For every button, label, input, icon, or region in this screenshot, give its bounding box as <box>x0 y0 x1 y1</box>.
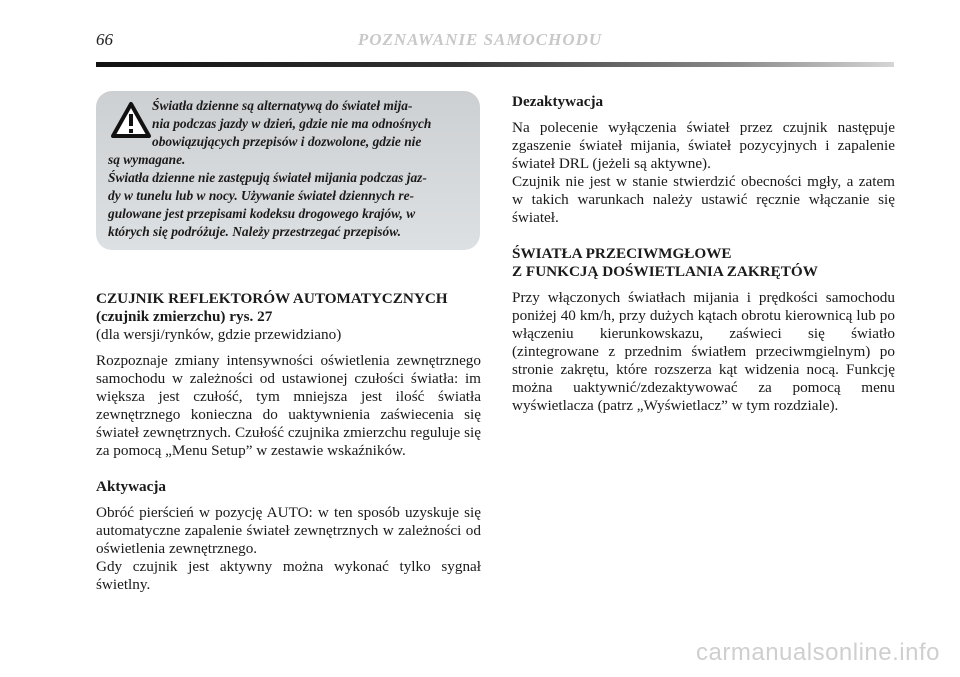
deactivation-paragraph: Czujnik nie jest w stanie stwierdzić obecności mgły, a zatem w takich warunkach należy ustawić ręcznie włączanie się świateł. <box>512 173 895 226</box>
warning-line: obowiązujących przepisów i dozwolone, gdzie nie <box>152 134 422 149</box>
section-heading-cornering-fog-lights: Z FUNKCJĄ DOŚWIETLANIA ZAKRĘTÓW <box>512 263 818 280</box>
right-column <box>512 93 895 415</box>
left-column <box>96 290 481 594</box>
cornering-paragraph: Przy włączonych światłach mijania i prędkości samochodu poniżej 40 km/h, przy dużych kątach obrotu kierownicą lub po włączeniu kierunkowskazu, zaświeci się światło (zintegrowane z przednim światłem przeciwmgielnym) po stronie zakrętu, które rozszerza kąt widzenia nocą. Funkcję można uaktywnić/zdezaktywować za pomocą menu wyświetlacza (patrz „Wyświetlacz” w tym rozdziale). <box>512 289 895 414</box>
activation-heading: Aktywacja <box>96 478 167 495</box>
section-subheading: (czujnik zmierzchu) rys. 27 <box>96 308 273 325</box>
header-rule <box>96 62 894 67</box>
warning-line: Światła dzienne nie zastępują świateł mijania podczas jaz- <box>108 170 427 185</box>
sensor-description-paragraph: Rozpoznaje zmiany intensywności oświetlenia zewnętrznego samochodu w zależności od ustawionej czułości światła: im większa jest czułość, tym mniejsza jest ilość światła zewnętrznego konieczna do uaktywnienia zaświecenia się świateł zewnętrznych. Czułość czujnika zmierzchu reguluje się za pomocą „Menu Setup” w zestawie wskaźników. <box>96 352 481 459</box>
warning-line: dy w tunelu lub w nocy. Używanie świateł dziennych re- <box>108 188 415 203</box>
version-note: (dla wersji/rynków, gdzie przewidziano) <box>96 326 342 343</box>
warning-line: których się podróżuje. Należy przestrzegać przepisów. <box>108 224 401 239</box>
page-number: 66 <box>96 30 113 49</box>
activation-paragraph: Gdy czujnik jest aktywny można wykonać tylko sygnał świetlny. <box>96 558 481 593</box>
warning-triangle-icon <box>110 101 152 139</box>
warning-line: są wymagane. <box>108 152 186 167</box>
deactivation-paragraph: Na polecenie wyłączenia świateł przez czujnik następuje zgaszenie świateł mijania, świateł pozycyjnych i zapalenie świateł DRL (jeżeli są aktywne). <box>512 119 895 172</box>
section-heading-cornering-fog-lights: ŚWIATŁA PRZECIWMGŁOWE <box>512 245 732 262</box>
section-heading-automatic-headlight-sensor: CZUJNIK REFLEKTORÓW AUTOMATYCZNYCH <box>96 290 448 307</box>
warning-line: nia podczas jazdy w dzień, gdzie nie ma odnośnych <box>152 116 432 131</box>
activation-paragraph: Obróć pierścień w pozycję AUTO: w ten sposób uzyskuje się automatyczne zapalenie świateł zewnętrznych w zależności od oświetlenia zewnętrznego. <box>96 504 481 557</box>
deactivation-heading: Dezaktywacja <box>512 93 604 110</box>
running-header: POZNAWANIE SAMOCHODU <box>357 30 603 49</box>
watermark: carmanualsonline.info <box>696 639 940 666</box>
warning-box <box>96 91 480 250</box>
warning-line: Światła dzienne są alternatywą do świateł mija- <box>152 98 413 113</box>
warning-line: gulowane jest przepisami kodeksu drogowego krajów, w <box>108 206 416 221</box>
